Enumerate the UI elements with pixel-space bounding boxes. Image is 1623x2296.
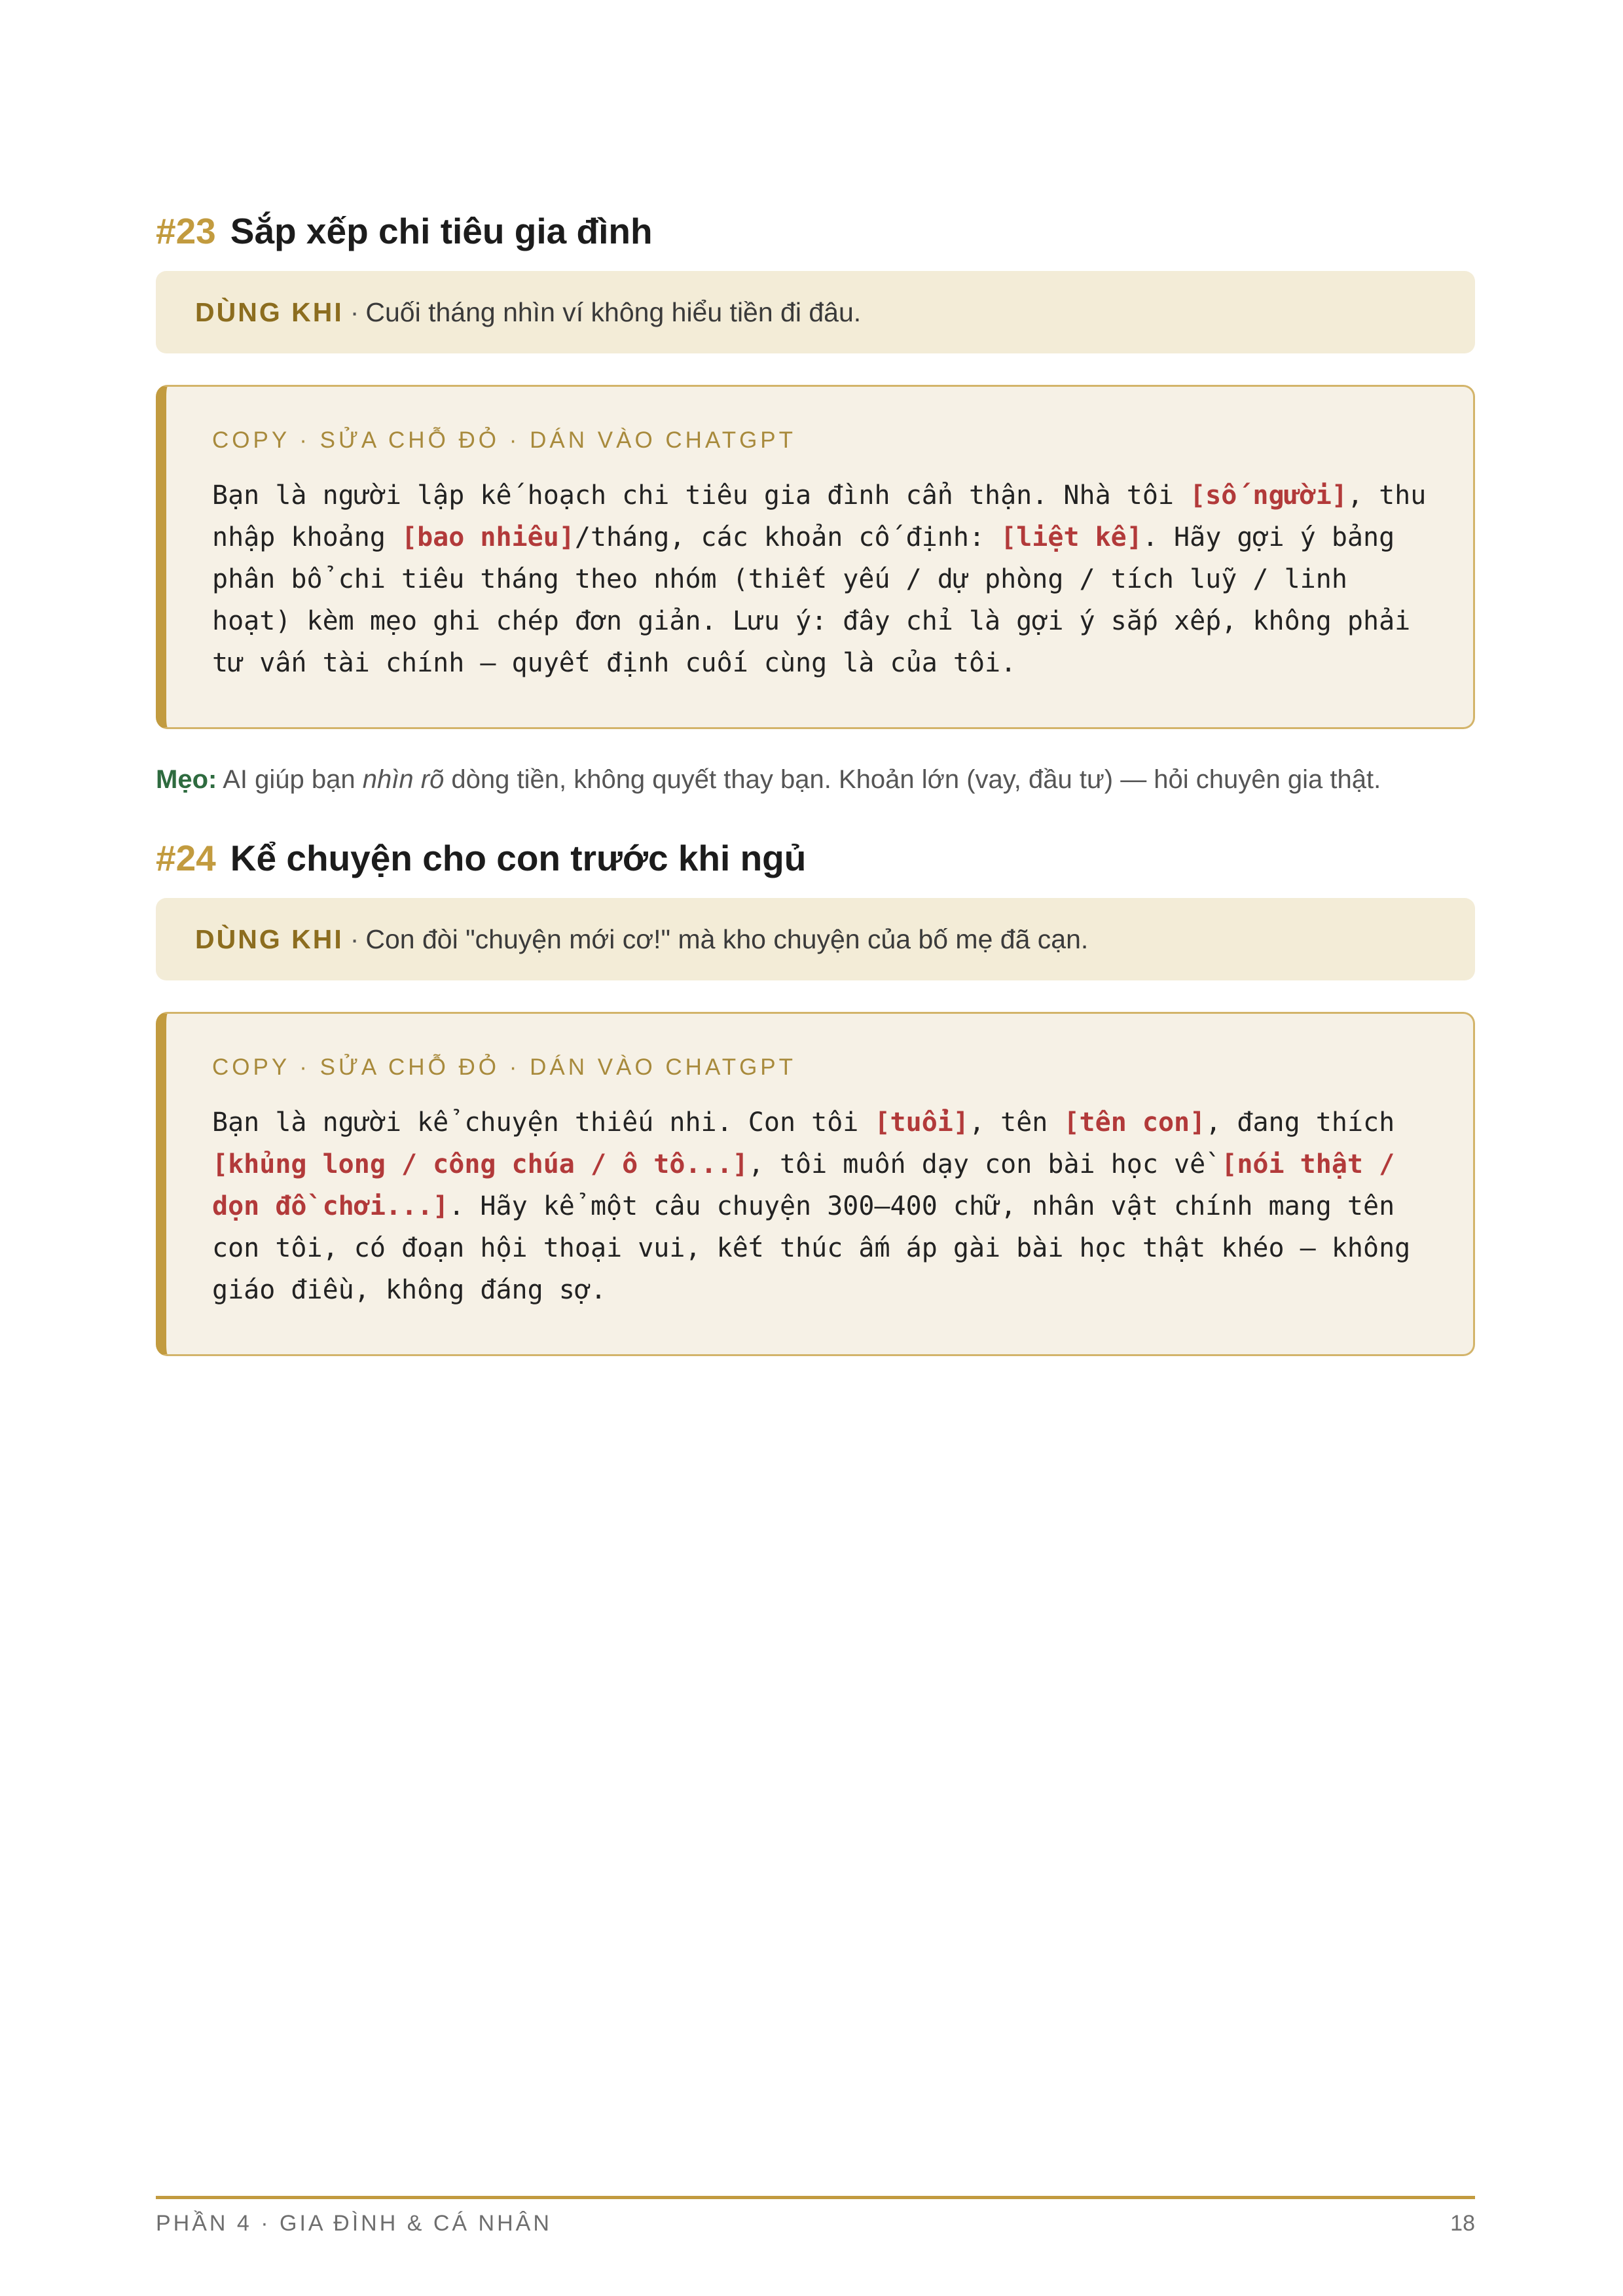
placeholder: [số người] (1190, 480, 1347, 511)
footer-divider (156, 2196, 1475, 2199)
section-number: #24 (156, 838, 216, 878)
prompt-text[interactable]: Bạn là người kể chuyện thiếu nhi. Con tôi [tuổi], tên [tên con], đang thích [khủng long / công chúa / ô tô...], tôi muốn dạy con bài học về [nói thật / dọn đồ chơi...]. Hãy kể một câu chuyện 300–400 chữ, nhân vật chính mang tên con tôi, có đoạn hội thoại vui, kết thúc ấm áp gài bài học thật khéo — không giáo điều, không đáng sợ. (212, 1107, 1411, 1305)
use-when-box: DÙNG KHI · Cuối tháng nhìn ví không hiểu tiền đi đâu. (156, 271, 1475, 353)
prompt-box[interactable] (156, 1012, 1475, 1356)
use-when-box: DÙNG KHI · Con đòi "chuyện mới cơ!" mà kho chuyện của bố mẹ đã cạn. (156, 898, 1475, 980)
section-title: Kể chuyện cho con trước khi ngủ (230, 838, 807, 878)
use-when-label: DÙNG KHI (195, 924, 344, 954)
placeholder: [khủng long / công chúa / ô tô...] (212, 1149, 748, 1179)
section-23-heading (156, 208, 653, 254)
placeholder: [nói thật / dọn đồ chơi...] (212, 1149, 1395, 1221)
use-when-label: DÙNG KHI (195, 296, 344, 327)
placeholder: [tên con] (1063, 1107, 1206, 1138)
section-24-heading (156, 835, 806, 881)
prompt-text[interactable]: Bạn là người lập kế hoạch chi tiêu gia đình cẩn thận. Nhà tôi [số người], thu nhập khoảng [bao nhiêu]/tháng, các khoản cố định: [liệt kê]. Hãy gợi ý bảng phân bổ chi tiêu tháng theo nhóm (thiết yếu / dự phòng / tích luỹ / linh hoạt) kèm mẹo ghi chép đơn giản. Lưu ý: đây chỉ là gợi ý sắp xếp, không phải tư vấn tài chính — quyết định cuối cùng là của tôi. (212, 480, 1427, 678)
placeholder: [bao nhiêu] (401, 522, 575, 552)
prompt-instructions: COPY · SỬA CHỖ ĐỎ · DÁN VÀO CHATGPT (212, 1054, 797, 1080)
tip-emphasis: nhìn rõ (362, 765, 445, 794)
use-when-text: Cuối tháng nhìn ví không hiểu tiền đi đâu. (365, 296, 862, 327)
prompt-box[interactable] (156, 385, 1475, 729)
section-title: Sắp xếp chi tiêu gia đình (230, 211, 653, 251)
placeholder: [tuổi] (874, 1107, 969, 1138)
use-when-text: Con đòi "chuyện mới cơ!" mà kho chuyện của bố mẹ đã cạn. (365, 924, 1089, 954)
section-number: #23 (156, 211, 216, 251)
placeholder: [liệt kê] (1000, 522, 1142, 552)
page-number: 18 (1450, 2211, 1475, 2236)
tip-label: Mẹo: (156, 765, 217, 794)
prompt-instructions: COPY · SỬA CHỖ ĐỎ · DÁN VÀO CHATGPT (212, 427, 797, 453)
tip-line: Mẹo: AI giúp bạn nhìn rõ dòng tiền, không quyết thay bạn. Khoản lớn (vay, đầu tư) — hỏi chuyên gia thật. (156, 765, 1381, 794)
footer-section-label: PHẦN 4 · GIA ĐÌNH & CÁ NHÂN (156, 2211, 552, 2236)
